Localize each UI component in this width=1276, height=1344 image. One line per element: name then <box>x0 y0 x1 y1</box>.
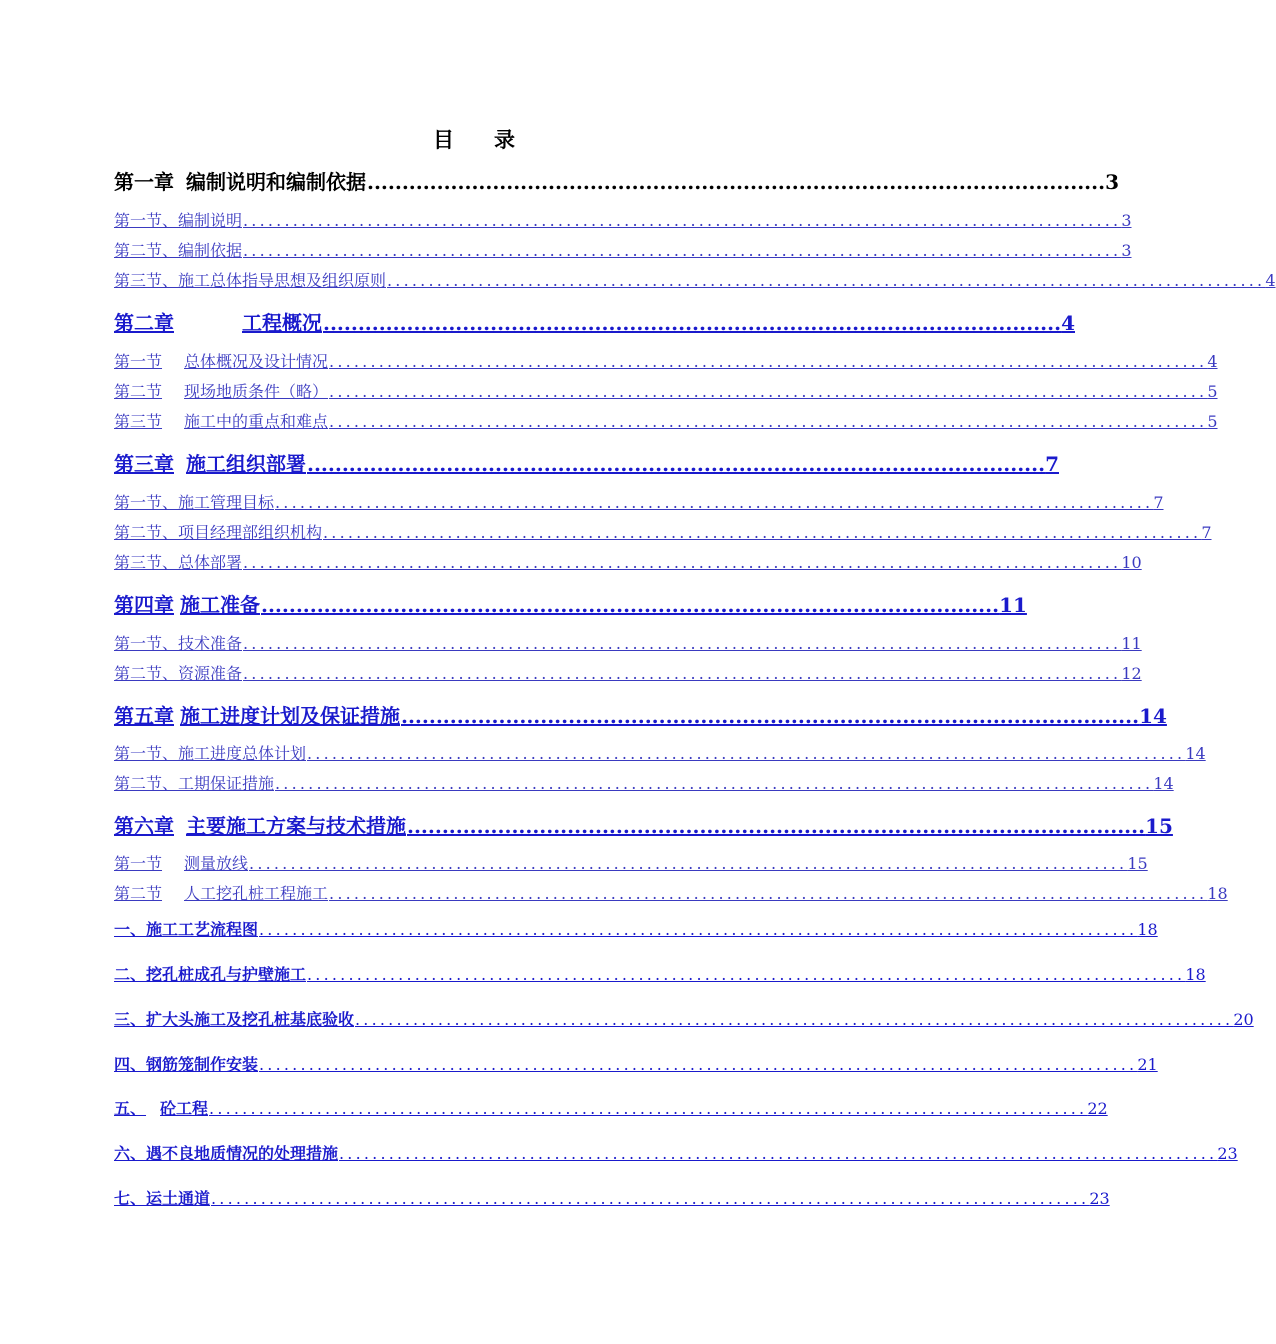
toc-label: 四、钢筋笼制作安装 <box>114 1055 259 1074</box>
toc-label: 第四章 施工准备 <box>114 593 260 617</box>
toc-page-number: 18 <box>1137 920 1158 939</box>
toc-label: 第三节、施工总体指导思想及组织原则 <box>114 271 387 290</box>
toc-leader-dots: .......................................................................................................... <box>401 704 1140 728</box>
toc-label: 第一节 测量放线 <box>114 854 249 873</box>
toc-page-number: 7 <box>1153 493 1164 512</box>
toc-leader-dots: .......................................................................................................... <box>243 553 1122 572</box>
toc-section[interactable] <box>114 379 1218 402</box>
toc-page-number: 18 <box>1207 884 1228 903</box>
toc-section[interactable] <box>114 631 1142 654</box>
toc-label: 第二节、编制依据 <box>114 241 243 260</box>
toc-label: 二、挖孔桩成孔与护壁施工 <box>114 965 307 984</box>
toc-section[interactable] <box>114 238 1132 261</box>
toc-label: 第六章 主要施工方案与技术措施 <box>114 814 406 838</box>
toc-label: 第五章 施工进度计划及保证措施 <box>114 704 400 728</box>
toc-page-number: 23 <box>1089 1189 1110 1208</box>
toc-page-number: 11 <box>1121 634 1142 653</box>
toc-section[interactable] <box>114 550 1142 573</box>
toc-page-number: 15 <box>1127 854 1148 873</box>
toc-page-number: 4 <box>1061 311 1075 335</box>
toc-chapter-4[interactable] <box>114 589 1027 618</box>
toc-leader-dots: .......................................................................................................... <box>329 884 1208 903</box>
toc-chapter-1[interactable] <box>114 166 1119 195</box>
toc-item[interactable] <box>114 1052 1158 1075</box>
toc-section[interactable] <box>114 208 1132 231</box>
toc-section[interactable] <box>114 771 1174 794</box>
toc-leader-dots: .......................................................................................................... <box>307 965 1186 984</box>
toc-leader-dots: .......................................................................................................... <box>339 1144 1218 1163</box>
toc-leader-dots: .......................................................................................................... <box>387 271 1266 290</box>
toc-leader-dots: .......................................................................................................... <box>259 1055 1138 1074</box>
toc-label: 第三节 施工中的重点和难点 <box>114 412 329 431</box>
toc-page-number: 3 <box>1121 241 1132 260</box>
toc-page-number: 15 <box>1145 814 1173 838</box>
toc-page-number: 7 <box>1201 523 1212 542</box>
toc-leader-dots: .......................................................................................................... <box>243 634 1122 653</box>
toc-page-number: 7 <box>1045 452 1059 476</box>
toc-page-number: 20 <box>1233 1010 1254 1029</box>
toc-section[interactable] <box>114 661 1142 684</box>
toc-section[interactable] <box>114 490 1164 513</box>
toc-chapter-5[interactable] <box>114 700 1167 729</box>
toc-leader-dots: .......................................................................................................... <box>243 664 1122 683</box>
toc-leader-dots: .......................................................................................................... <box>275 493 1154 512</box>
toc-leader-dots: .......................................................................................................... <box>367 170 1106 194</box>
toc-leader-dots: .......................................................................................................... <box>329 352 1208 371</box>
toc-chapter-2[interactable] <box>114 307 1075 336</box>
toc-label: 第二节 现场地质条件（略） <box>114 382 329 401</box>
toc-page-number: 4 <box>1207 352 1218 371</box>
toc-leader-dots: .......................................................................................................... <box>407 814 1146 838</box>
toc-leader-dots: .......................................................................................................... <box>243 241 1122 260</box>
toc-label: 第二节、项目经理部组织机构 <box>114 523 323 542</box>
toc-page-number: 21 <box>1137 1055 1158 1074</box>
toc-label: 第一节、编制说明 <box>114 211 243 230</box>
toc-label: 五、 砼工程 <box>114 1099 209 1118</box>
toc-page-number: 5 <box>1207 382 1218 401</box>
toc-section[interactable] <box>114 268 1276 291</box>
toc-chapter-3[interactable] <box>114 448 1059 477</box>
toc-leader-dots: .......................................................................................................... <box>307 452 1046 476</box>
toc-page-number: 18 <box>1185 965 1206 984</box>
toc-label: 第三章 施工组织部署 <box>114 452 306 476</box>
toc-item[interactable] <box>114 1186 1110 1209</box>
toc-leader-dots: .......................................................................................................... <box>323 311 1062 335</box>
toc-label: 第二节、工期保证措施 <box>114 774 275 793</box>
toc-item[interactable] <box>114 917 1158 940</box>
toc-page-number: 23 <box>1217 1144 1238 1163</box>
toc-section[interactable] <box>114 741 1206 764</box>
toc-label: 第一节 总体概况及设计情况 <box>114 352 329 371</box>
toc-leader-dots: .......................................................................................................... <box>243 211 1122 230</box>
toc-title-part: 目 <box>433 127 456 152</box>
toc-page-number: 3 <box>1105 170 1119 194</box>
toc-label: 三、扩大头施工及挖孔桩基底验收 <box>114 1010 355 1029</box>
toc-section[interactable] <box>114 851 1148 874</box>
toc-page-number: 3 <box>1121 211 1132 230</box>
toc-label: 第三节、总体部署 <box>114 553 243 572</box>
toc-section[interactable] <box>114 881 1228 904</box>
toc-page-number: 14 <box>1153 774 1174 793</box>
toc-section[interactable] <box>114 409 1218 432</box>
toc-label: 第二节 人工挖孔桩工程施工 <box>114 884 329 903</box>
toc-item[interactable] <box>114 1141 1238 1164</box>
toc-title-part: 录 <box>494 127 517 152</box>
toc-item[interactable] <box>114 962 1206 985</box>
toc-leader-dots: .......................................................................................................... <box>211 1189 1090 1208</box>
toc-page-number: 11 <box>999 593 1027 617</box>
toc-page-number: 22 <box>1087 1099 1108 1118</box>
toc-leader-dots: .......................................................................................................... <box>307 744 1186 763</box>
toc-label: 第二章 工程概况 <box>114 311 322 335</box>
toc-label: 一、施工工艺流程图 <box>114 920 259 939</box>
toc-label: 七、运土通道 <box>114 1189 211 1208</box>
toc-page-number: 12 <box>1121 664 1142 683</box>
toc-section[interactable] <box>114 349 1218 372</box>
toc-item[interactable] <box>114 1096 1108 1119</box>
toc-leader-dots: .......................................................................................................... <box>261 593 1000 617</box>
toc-page-number: 10 <box>1121 553 1142 572</box>
toc-leader-dots: .......................................................................................................... <box>355 1010 1234 1029</box>
toc-leader-dots: .......................................................................................................... <box>209 1099 1088 1118</box>
toc-title <box>0 124 950 154</box>
toc-leader-dots: .......................................................................................................... <box>259 920 1138 939</box>
toc-section[interactable] <box>114 520 1212 543</box>
toc-page-number: 14 <box>1139 704 1167 728</box>
toc-leader-dots: .......................................................................................................... <box>249 854 1128 873</box>
toc-label: 第二节、资源准备 <box>114 664 243 683</box>
toc-chapter-6[interactable] <box>114 810 1173 839</box>
toc-page-number: 5 <box>1207 412 1218 431</box>
toc-page-number: 4 <box>1265 271 1276 290</box>
toc-item[interactable] <box>114 1007 1254 1030</box>
toc-label: 第一节、施工管理目标 <box>114 493 275 512</box>
toc-leader-dots: .......................................................................................................... <box>329 412 1208 431</box>
toc-label: 第一节、施工进度总体计划 <box>114 744 307 763</box>
toc-label: 第一章 编制说明和编制依据 <box>114 170 366 194</box>
toc-label: 第一节、技术准备 <box>114 634 243 653</box>
toc-leader-dots: .......................................................................................................... <box>329 382 1208 401</box>
toc-page-number: 14 <box>1185 744 1206 763</box>
toc-label: 六、遇不良地质情况的处理措施 <box>114 1144 339 1163</box>
toc-leader-dots: .......................................................................................................... <box>323 523 1202 542</box>
toc-leader-dots: .......................................................................................................... <box>275 774 1154 793</box>
